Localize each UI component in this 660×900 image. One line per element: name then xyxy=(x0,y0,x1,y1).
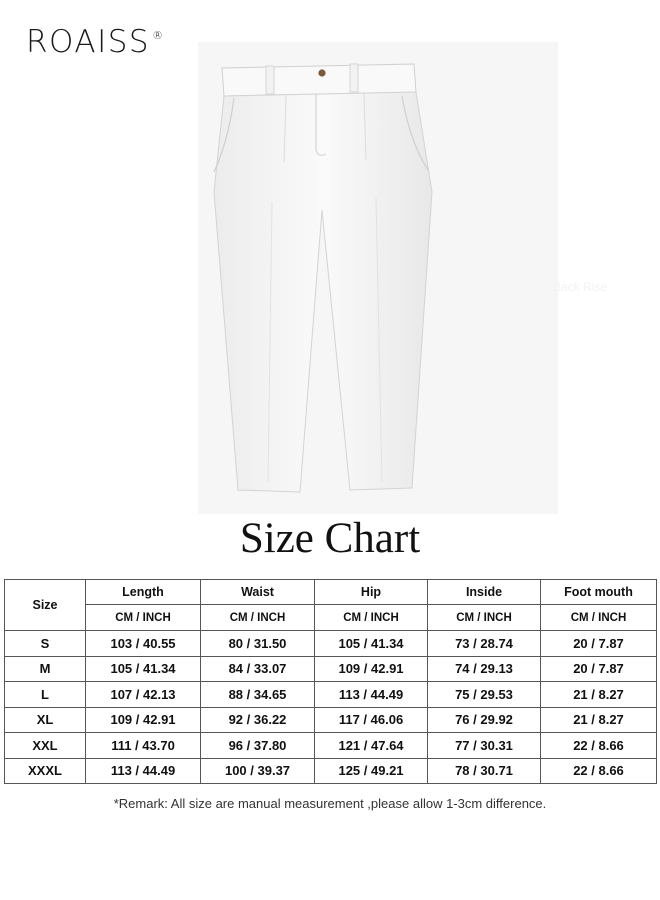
measurement-cell: 111 / 43.70 xyxy=(86,733,201,759)
table-row xyxy=(5,682,657,708)
column-header-hip: Hip xyxy=(315,580,428,605)
size-cell: S xyxy=(5,631,86,657)
column-header-foot-mouth: Foot mouth xyxy=(541,580,657,605)
measurement-cell: 73 / 28.74 xyxy=(428,631,541,657)
table-header-row xyxy=(5,580,657,605)
photo-watermark: Back Rise xyxy=(553,280,608,294)
measurement-cell: 76 / 29.92 xyxy=(428,707,541,733)
size-cell: XL xyxy=(5,707,86,733)
unit-label: CM / INCH xyxy=(315,605,428,631)
measurement-cell: 113 / 44.49 xyxy=(86,758,201,784)
product-photo xyxy=(198,42,558,514)
size-header: Size xyxy=(5,580,86,631)
brand-logo xyxy=(26,24,165,60)
measurement-cell: 84 / 33.07 xyxy=(201,656,315,682)
chart-title: Size Chart xyxy=(239,515,421,562)
size-table xyxy=(4,579,657,784)
measurement-cell: 80 / 31.50 xyxy=(201,631,315,657)
column-header-inside: Inside xyxy=(428,580,541,605)
registered-mark: ® xyxy=(152,28,165,42)
measurement-cell: 78 / 30.71 xyxy=(428,758,541,784)
measurement-cell: 21 / 8.27 xyxy=(541,707,657,733)
measurement-cell: 22 / 8.66 xyxy=(541,758,657,784)
table-row xyxy=(5,656,657,682)
measurement-cell: 20 / 7.87 xyxy=(541,656,657,682)
measurement-cell: 121 / 47.64 xyxy=(315,733,428,759)
measurement-cell: 125 / 49.21 xyxy=(315,758,428,784)
table-row xyxy=(5,733,657,759)
measurement-cell: 20 / 7.87 xyxy=(541,631,657,657)
measurement-cell: 77 / 30.31 xyxy=(428,733,541,759)
measurement-cell: 92 / 36.22 xyxy=(201,707,315,733)
measurement-cell: 107 / 42.13 xyxy=(86,682,201,708)
size-cell: XXXL xyxy=(5,758,86,784)
measurement-cell: 109 / 42.91 xyxy=(315,656,428,682)
measurement-cell: 21 / 8.27 xyxy=(541,682,657,708)
measurement-cell: 117 / 46.06 xyxy=(315,707,428,733)
table-row xyxy=(5,707,657,733)
unit-label: CM / INCH xyxy=(201,605,315,631)
size-cell: XXL xyxy=(5,733,86,759)
size-cell: M xyxy=(5,656,86,682)
table-row xyxy=(5,758,657,784)
brand-name: ROAISS xyxy=(26,24,151,60)
unit-label: CM / INCH xyxy=(541,605,657,631)
column-header-length: Length xyxy=(86,580,201,605)
unit-label: CM / INCH xyxy=(428,605,541,631)
measurement-cell: 22 / 8.66 xyxy=(541,733,657,759)
measurement-cell: 105 / 41.34 xyxy=(86,656,201,682)
measurement-cell: 96 / 37.80 xyxy=(201,733,315,759)
white-trousers-image xyxy=(198,42,558,514)
size-cell: L xyxy=(5,682,86,708)
unit-label: CM / INCH xyxy=(86,605,201,631)
size-rows xyxy=(5,631,657,784)
measurement-cell: 74 / 29.13 xyxy=(428,656,541,682)
remark-text: *Remark: All size are manual measurement ,please allow 1-3cm difference. xyxy=(113,796,547,811)
table-row xyxy=(5,631,657,657)
measurement-cell: 103 / 40.55 xyxy=(86,631,201,657)
column-header-waist: Waist xyxy=(201,580,315,605)
measurement-cell: 113 / 44.49 xyxy=(315,682,428,708)
measurement-cell: 75 / 29.53 xyxy=(428,682,541,708)
measurement-cell: 88 / 34.65 xyxy=(201,682,315,708)
unit-row xyxy=(5,605,657,631)
measurement-cell: 100 / 39.37 xyxy=(201,758,315,784)
measurement-cell: 105 / 41.34 xyxy=(315,631,428,657)
measurement-cell: 109 / 42.91 xyxy=(86,707,201,733)
